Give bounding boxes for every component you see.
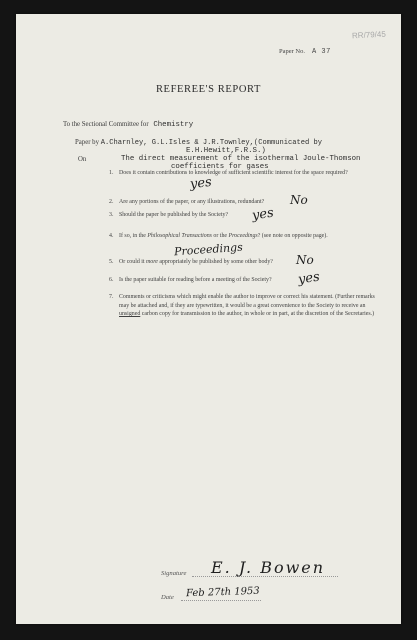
paper-subject-1: The direct measurement of the isothermal Joule-Thomson <box>121 155 361 163</box>
paper-by-label: Paper by <box>75 139 99 146</box>
on-label: On <box>78 156 87 163</box>
answer-2: No <box>290 193 308 207</box>
question-3-text: Should the paper be published by the Society? <box>119 212 229 218</box>
answer-6: yes <box>297 269 321 288</box>
answer-1: yes <box>189 174 213 193</box>
answer-3: yes <box>251 205 275 224</box>
question-3: 3. Should the paper be published by the Society? <box>109 212 229 218</box>
committee-value: Chemistry <box>153 121 194 129</box>
question-4: 4. If so, in the Philosophical Transactions or the Proceedings? (see note on opposite page). <box>109 233 328 239</box>
answer-5: No <box>296 253 314 267</box>
archive-reference: RR/79/45 <box>351 29 387 41</box>
question-5: 5. Or could it more appropriately be published by some other body? <box>109 259 273 265</box>
question-2: 2. Are any portions of the paper, or any illustrations, redundant? <box>109 199 265 205</box>
paper-authors-2: E.H.Hewitt,F.R.S.) <box>186 147 266 155</box>
question-6: 6. Is the paper suitable for reading before a meeting of the Society? <box>109 277 272 283</box>
answer-4: Proceedings <box>173 240 244 259</box>
page-title: REFEREE'S REPORT <box>155 84 262 95</box>
date-line <box>181 600 261 601</box>
paper-number <box>279 48 331 56</box>
referee-report-sheet <box>16 14 401 624</box>
signature-label: Signature <box>161 570 187 577</box>
paper-number-label: Paper No. <box>279 48 305 55</box>
signature: E. J. Bowen <box>211 558 326 577</box>
paper-subject-2: coefficients for gases <box>171 163 269 171</box>
date-label: Date <box>161 594 174 601</box>
committee-line <box>63 121 193 129</box>
committee-label: To the Sectional Committee for <box>63 121 149 128</box>
date-value: Feb 27th 1953 <box>185 585 260 600</box>
question-1: 1. Does it contain contributions to knowledge of sufficient scientific interest for the space required? <box>109 170 348 176</box>
question-7: 7. Comments or criticisms which might enable the author to improve or correct his statement. (Further remarks may be attached and, if they are typewritten, it would be a great convenience to the Society to receive an unsigned carbon copy for transmission to the author, in whole or in part, at the discretion of the Secretaries.) <box>109 294 375 318</box>
paper-authors-1: A.Charnley, G.L.Isles & J.R.Townley,(Communicated by <box>100 139 323 147</box>
question-6-text: Is the paper suitable for reading before a meeting of the Society? <box>119 277 272 283</box>
question-1-text: Does it contain contributions to knowledge of sufficient scientific interest for the space required? <box>119 170 348 176</box>
paper-authors-line <box>75 139 322 147</box>
paper-number-value: A 37 <box>312 48 331 56</box>
question-2-text: Are any portions of the paper, or any illustrations, redundant? <box>119 199 265 205</box>
